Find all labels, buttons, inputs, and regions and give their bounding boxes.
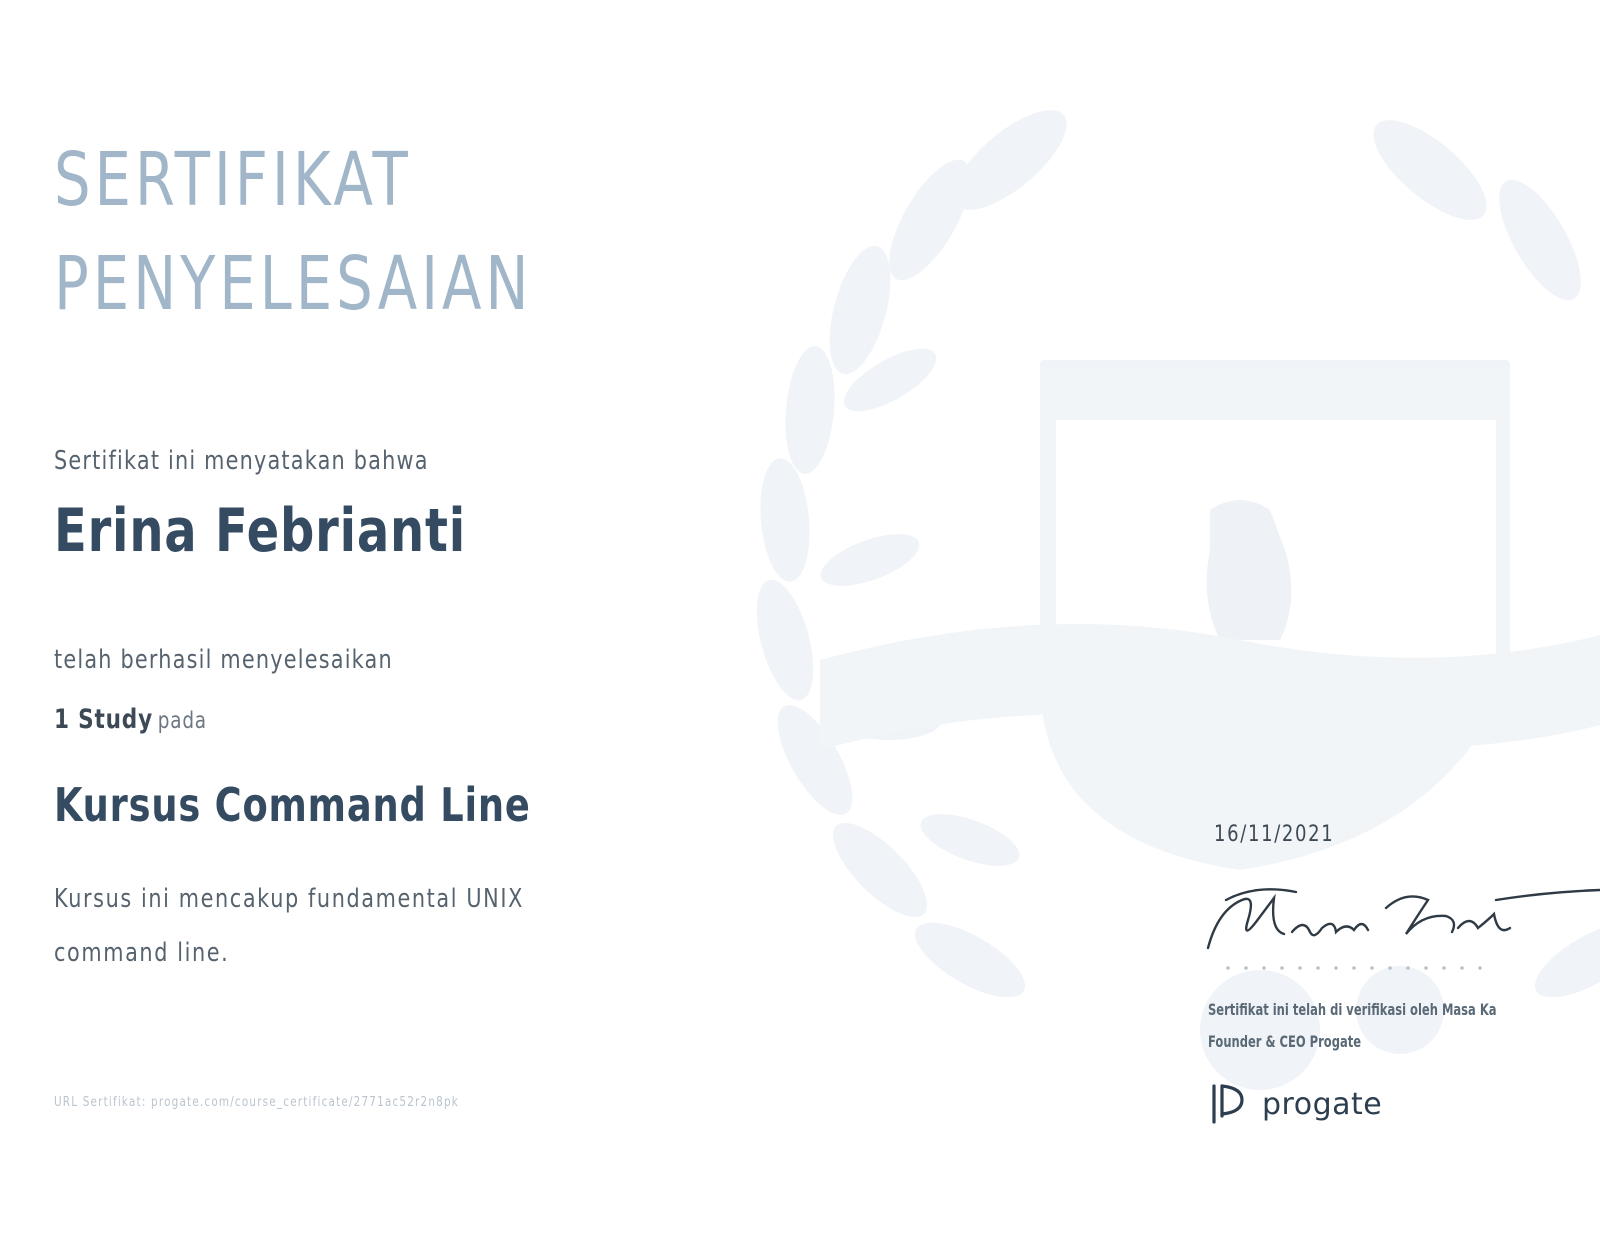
issue-date: 16/11/2021 — [1214, 822, 1335, 847]
completed-text: telah berhasil menyelesaikan — [54, 645, 393, 675]
study-suffix: pada — [157, 708, 207, 734]
verification-line-1: Sertifikat ini telah di verifikasi oleh Masa Ka — [1208, 1000, 1497, 1019]
recipient-name: Erina Febrianti — [54, 496, 467, 566]
course-description: Kursus ini mencakup fundamental UNIX command line. — [54, 884, 524, 968]
intro-text: Sertifikat ini menyatakan bahwa — [54, 446, 429, 476]
certificate-title — [54, 128, 532, 336]
verification-note — [1208, 994, 1497, 1058]
certificate-url[interactable]: URL Sertifikat: progate.com/course_certificate/2771ac52r2n8pk — [54, 1095, 459, 1110]
title-line-1: SERTIFIKAT — [54, 137, 412, 223]
study-line — [54, 704, 207, 735]
title-line-2: PENYELESAIAN — [54, 241, 533, 327]
progate-logo — [1208, 1080, 1382, 1128]
study-count: 1 Study — [54, 704, 153, 735]
signature-icon — [1196, 870, 1600, 980]
progate-logo-icon — [1208, 1080, 1248, 1128]
course-title: Kursus Command Line — [54, 778, 531, 832]
verification-line-2: Founder & CEO Progate — [1208, 1032, 1362, 1051]
progate-logo-text: progate — [1262, 1086, 1383, 1122]
